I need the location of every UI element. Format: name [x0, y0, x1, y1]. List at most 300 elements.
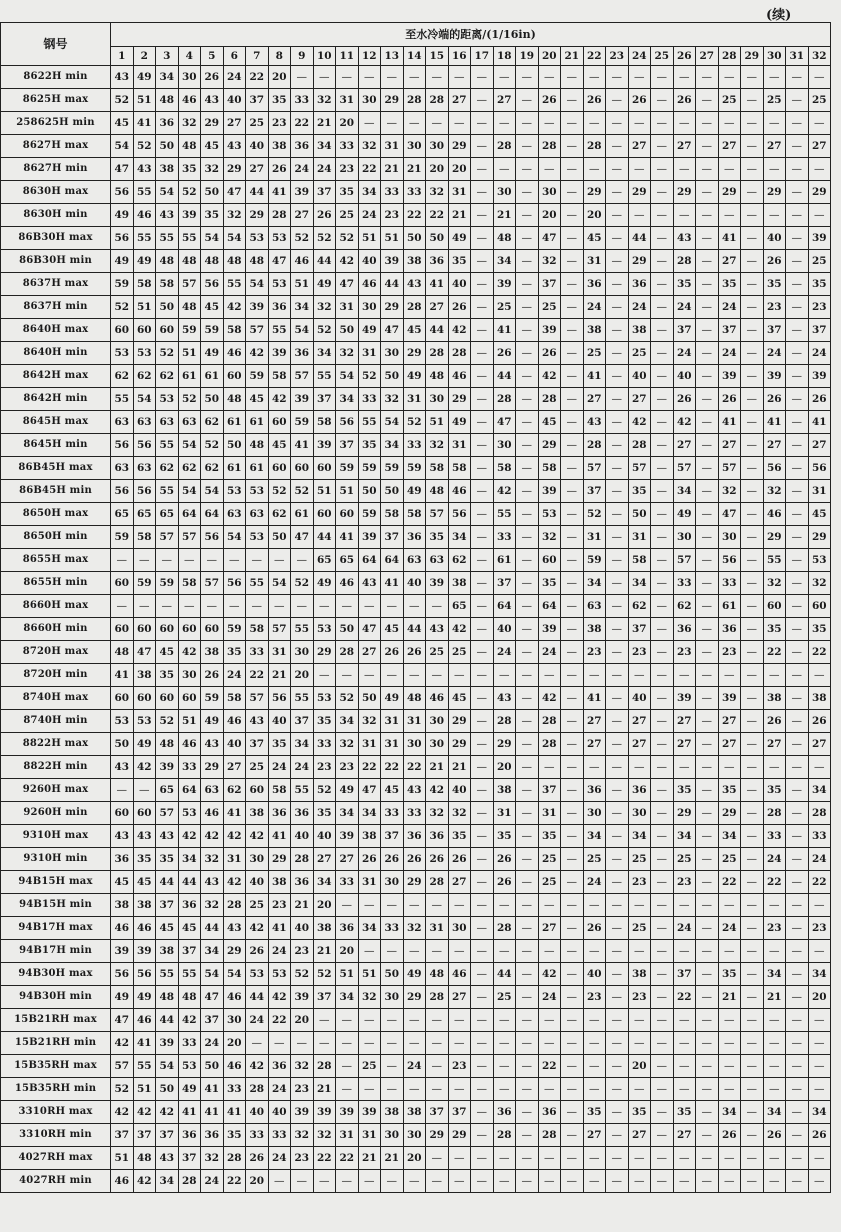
hardness-value-cell: 31: [336, 296, 359, 319]
hardness-value-cell: —: [313, 595, 336, 618]
hardness-value-cell: 61: [493, 549, 516, 572]
table-row: [1, 618, 831, 641]
hardness-value-cell: 33: [336, 871, 359, 894]
hardness-value-cell: —: [471, 940, 494, 963]
hardness-value-cell: —: [606, 1032, 629, 1055]
hardness-value-cell: —: [628, 66, 651, 89]
hardness-value-cell: 23: [808, 917, 831, 940]
hardness-value-cell: 20: [538, 204, 561, 227]
steel-grade-cell: 8645H min: [1, 434, 111, 457]
column-number: 30: [763, 46, 786, 65]
hardness-value-cell: 52: [111, 296, 134, 319]
hardness-value-cell: 30: [718, 526, 741, 549]
hardness-value-cell: 60: [246, 779, 269, 802]
hardness-value-cell: 46: [291, 250, 314, 273]
column-number: 23: [606, 46, 629, 65]
hardness-value-cell: 34: [336, 986, 359, 1009]
hardness-value-cell: —: [493, 1055, 516, 1078]
hardness-value-cell: 46: [448, 963, 471, 986]
hardness-value-cell: —: [561, 434, 584, 457]
hardness-value-cell: 62: [111, 365, 134, 388]
hardness-value-cell: 49: [111, 204, 134, 227]
hardness-value-cell: —: [336, 1009, 359, 1032]
hardness-value-cell: 49: [358, 319, 381, 342]
hardness-value-cell: 31: [538, 802, 561, 825]
hardness-value-cell: —: [583, 1032, 606, 1055]
hardness-value-cell: 54: [156, 181, 179, 204]
hardness-value-cell: —: [786, 572, 809, 595]
hardness-value-cell: 43: [111, 825, 134, 848]
hardness-value-cell: —: [786, 66, 809, 89]
hardness-value-cell: 30: [403, 135, 426, 158]
hardness-value-cell: 24: [718, 296, 741, 319]
hardness-value-cell: —: [381, 595, 404, 618]
hardness-value-cell: 36: [178, 894, 201, 917]
hardness-value-cell: 20: [628, 1055, 651, 1078]
hardness-value-cell: 36: [156, 112, 179, 135]
hardness-value-cell: 33: [403, 802, 426, 825]
hardness-value-cell: —: [786, 687, 809, 710]
hardness-value-cell: —: [403, 894, 426, 917]
hardness-value-cell: —: [516, 296, 539, 319]
hardness-value-cell: 35: [538, 825, 561, 848]
hardness-value-cell: 24: [763, 848, 786, 871]
hardness-value-cell: —: [471, 618, 494, 641]
hardness-value-cell: 45: [403, 319, 426, 342]
hardness-value-cell: 37: [313, 388, 336, 411]
hardness-value-cell: 32: [336, 733, 359, 756]
hardness-value-cell: —: [561, 365, 584, 388]
hardness-value-cell: 27: [628, 135, 651, 158]
hardness-value-cell: 30: [493, 434, 516, 457]
hardness-value-cell: 57: [673, 457, 696, 480]
column-number: 21: [561, 46, 584, 65]
hardness-value-cell: —: [471, 411, 494, 434]
hardness-value-cell: 22: [403, 204, 426, 227]
hardness-value-cell: —: [741, 641, 764, 664]
hardness-value-cell: —: [696, 1032, 719, 1055]
hardness-value-cell: 55: [156, 963, 179, 986]
hardness-value-cell: —: [561, 204, 584, 227]
hardness-value-cell: 42: [133, 1101, 156, 1124]
hardness-value-cell: 43: [111, 66, 134, 89]
hardness-value-cell: 28: [336, 641, 359, 664]
hardness-value-cell: —: [516, 89, 539, 112]
hardness-value-cell: 34: [448, 526, 471, 549]
column-number: 29: [741, 46, 764, 65]
hardness-value-cell: 38: [133, 664, 156, 687]
hardness-value-cell: —: [786, 1101, 809, 1124]
hardness-value-cell: 49: [448, 227, 471, 250]
hardness-value-cell: —: [696, 365, 719, 388]
hardness-value-cell: 39: [426, 572, 449, 595]
hardness-value-cell: 25: [808, 250, 831, 273]
hardness-value-cell: 64: [538, 595, 561, 618]
hardness-value-cell: 42: [268, 986, 291, 1009]
hardness-value-cell: 41: [426, 273, 449, 296]
hardness-value-cell: —: [606, 641, 629, 664]
hardness-value-cell: 42: [493, 480, 516, 503]
hardness-value-cell: 21: [448, 756, 471, 779]
hardness-value-cell: 47: [201, 986, 224, 1009]
hardness-value-cell: —: [606, 572, 629, 595]
steel-grade-cell: 94B15H min: [1, 894, 111, 917]
hardness-value-cell: 61: [246, 411, 269, 434]
hardness-value-cell: 33: [403, 181, 426, 204]
hardness-value-cell: 27: [358, 641, 381, 664]
hardness-value-cell: 36: [628, 273, 651, 296]
hardness-value-cell: 32: [358, 986, 381, 1009]
hardness-value-cell: 43: [156, 825, 179, 848]
hardness-value-cell: 28: [493, 917, 516, 940]
hardness-value-cell: 39: [358, 1101, 381, 1124]
hardness-value-cell: 23: [268, 112, 291, 135]
hardness-value-cell: 36: [403, 825, 426, 848]
hardness-value-cell: 40: [291, 917, 314, 940]
column-number: 7: [246, 46, 269, 65]
hardness-value-cell: 57: [156, 526, 179, 549]
hardness-value-cell: 58: [268, 779, 291, 802]
hardness-value-cell: 26: [493, 871, 516, 894]
column-number: 22: [583, 46, 606, 65]
hardness-value-cell: 45: [156, 917, 179, 940]
hardness-value-cell: —: [493, 66, 516, 89]
hardness-value-cell: 56: [133, 963, 156, 986]
hardness-value-cell: —: [741, 894, 764, 917]
hardness-value-cell: 25: [763, 89, 786, 112]
hardness-value-cell: 49: [133, 250, 156, 273]
hardness-value-cell: 28: [493, 388, 516, 411]
steel-grade-cell: 8645H max: [1, 411, 111, 434]
hardness-value-cell: —: [493, 1009, 516, 1032]
hardness-value-cell: —: [606, 871, 629, 894]
hardness-value-cell: 50: [201, 1055, 224, 1078]
hardness-value-cell: 53: [178, 802, 201, 825]
hardness-value-cell: 49: [201, 342, 224, 365]
hardness-value-cell: 40: [628, 365, 651, 388]
hardness-value-cell: 39: [133, 940, 156, 963]
hardness-value-cell: 30: [628, 802, 651, 825]
hardness-value-cell: —: [561, 411, 584, 434]
hardness-value-cell: 43: [426, 618, 449, 641]
hardness-value-cell: —: [493, 894, 516, 917]
hardness-value-cell: 27: [628, 388, 651, 411]
hardness-value-cell: 20: [493, 756, 516, 779]
hardness-value-cell: 64: [493, 595, 516, 618]
hardness-value-cell: 22: [808, 641, 831, 664]
hardness-value-cell: —: [651, 1170, 674, 1193]
hardness-value-cell: 38: [313, 917, 336, 940]
hardness-value-cell: —: [606, 618, 629, 641]
hardness-value-cell: —: [741, 411, 764, 434]
hardness-value-cell: 24: [673, 917, 696, 940]
hardness-value-cell: 32: [763, 572, 786, 595]
hardness-value-cell: 61: [201, 365, 224, 388]
hardness-value-cell: 55: [156, 227, 179, 250]
steel-grade-cell: 8655H min: [1, 572, 111, 595]
hardness-value-cell: —: [606, 733, 629, 756]
hardness-value-cell: 49: [178, 1078, 201, 1101]
hardness-value-cell: 38: [156, 158, 179, 181]
hardness-value-cell: 65: [156, 779, 179, 802]
hardness-value-cell: —: [651, 871, 674, 894]
hardness-value-cell: 55: [291, 618, 314, 641]
table-row: [1, 549, 831, 572]
hardness-value-cell: 27: [628, 1124, 651, 1147]
hardness-value-cell: —: [696, 641, 719, 664]
hardness-value-cell: —: [606, 112, 629, 135]
hardness-value-cell: 52: [111, 89, 134, 112]
hardness-value-cell: 28: [493, 135, 516, 158]
hardness-value-cell: —: [471, 595, 494, 618]
hardness-value-cell: —: [336, 1078, 359, 1101]
hardness-value-cell: —: [291, 549, 314, 572]
table-row: [1, 664, 831, 687]
hardness-value-cell: —: [741, 1078, 764, 1101]
hardness-value-cell: 47: [223, 181, 246, 204]
hardness-value-cell: —: [471, 687, 494, 710]
hardness-value-cell: 39: [763, 365, 786, 388]
hardness-value-cell: 23: [336, 756, 359, 779]
steel-grade-cell: 8640H min: [1, 342, 111, 365]
hardness-value-cell: —: [651, 687, 674, 710]
hardness-value-cell: 41: [268, 181, 291, 204]
hardness-value-cell: —: [763, 1055, 786, 1078]
hardness-value-cell: —: [426, 1009, 449, 1032]
hardness-value-cell: —: [808, 1170, 831, 1193]
table-row: [1, 825, 831, 848]
hardness-value-cell: 50: [381, 963, 404, 986]
hardness-value-cell: 32: [426, 181, 449, 204]
hardness-value-cell: 26: [583, 89, 606, 112]
hardness-value-cell: 25: [808, 89, 831, 112]
hardness-value-cell: 24: [583, 871, 606, 894]
hardness-value-cell: —: [741, 802, 764, 825]
hardness-value-cell: 38: [156, 940, 179, 963]
hardness-value-cell: 45: [583, 227, 606, 250]
hardness-value-cell: 34: [336, 802, 359, 825]
column-number: 28: [718, 46, 741, 65]
hardness-value-cell: 27: [673, 1124, 696, 1147]
hardness-value-cell: —: [471, 572, 494, 595]
hardness-value-cell: 26: [381, 848, 404, 871]
hardness-value-cell: 35: [223, 641, 246, 664]
hardness-value-cell: 51: [336, 480, 359, 503]
hardness-value-cell: 46: [223, 986, 246, 1009]
hardness-value-cell: 48: [156, 89, 179, 112]
hardness-value-cell: 34: [808, 963, 831, 986]
hardness-value-cell: —: [336, 664, 359, 687]
hardness-value-cell: 61: [223, 457, 246, 480]
hardness-value-cell: —: [471, 710, 494, 733]
hardness-value-cell: 53: [268, 963, 291, 986]
column-number: 31: [786, 46, 809, 65]
hardness-value-cell: 59: [111, 273, 134, 296]
hardness-value-cell: 56: [763, 457, 786, 480]
hardness-value-cell: —: [651, 917, 674, 940]
hardness-value-cell: 29: [718, 181, 741, 204]
hardness-value-cell: 31: [493, 802, 516, 825]
hardness-value-cell: —: [696, 89, 719, 112]
hardness-value-cell: —: [651, 963, 674, 986]
steel-grade-cell: 8655H max: [1, 549, 111, 572]
hardness-value-cell: 24: [403, 1055, 426, 1078]
hardness-value-cell: 42: [223, 296, 246, 319]
hardness-value-cell: 25: [336, 204, 359, 227]
hardness-value-cell: 31: [628, 526, 651, 549]
hardness-value-cell: —: [651, 1147, 674, 1170]
hardness-value-cell: 43: [403, 779, 426, 802]
hardness-value-cell: 31: [808, 480, 831, 503]
hardness-value-cell: 21: [448, 204, 471, 227]
hardness-value-cell: —: [583, 158, 606, 181]
hardness-value-cell: 23: [628, 986, 651, 1009]
hardness-value-cell: 28: [291, 848, 314, 871]
table-row: [1, 296, 831, 319]
hardness-value-cell: —: [808, 1147, 831, 1170]
hardness-value-cell: 38: [448, 572, 471, 595]
hardness-value-cell: 55: [358, 411, 381, 434]
hardness-value-cell: —: [516, 595, 539, 618]
hardness-value-cell: 23: [291, 940, 314, 963]
hardness-value-cell: 35: [358, 434, 381, 457]
hardness-value-cell: 32: [538, 526, 561, 549]
hardness-value-cell: 35: [808, 273, 831, 296]
hardness-value-cell: —: [516, 1009, 539, 1032]
hardness-value-cell: —: [786, 388, 809, 411]
hardness-value-cell: 54: [201, 227, 224, 250]
hardness-value-cell: 30: [358, 89, 381, 112]
hardness-value-cell: —: [786, 204, 809, 227]
hardness-value-cell: —: [696, 618, 719, 641]
hardness-value-cell: —: [741, 733, 764, 756]
hardness-value-cell: 57: [268, 618, 291, 641]
hardness-value-cell: 51: [133, 1078, 156, 1101]
hardness-value-cell: 23: [628, 871, 651, 894]
hardness-value-cell: 31: [381, 710, 404, 733]
hardness-value-cell: 29: [718, 802, 741, 825]
hardness-value-cell: —: [381, 940, 404, 963]
hardness-value-cell: —: [786, 595, 809, 618]
hardness-value-cell: —: [516, 1124, 539, 1147]
hardness-value-cell: 24: [223, 664, 246, 687]
hardness-value-cell: 27: [718, 250, 741, 273]
hardness-value-cell: 59: [583, 549, 606, 572]
hardness-value-cell: —: [696, 388, 719, 411]
hardness-value-cell: 43: [133, 825, 156, 848]
hardness-value-cell: 53: [268, 273, 291, 296]
hardness-value-cell: —: [763, 1147, 786, 1170]
hardness-value-cell: 29: [381, 296, 404, 319]
hardness-value-cell: —: [606, 940, 629, 963]
hardness-value-cell: 21: [718, 986, 741, 1009]
hardness-value-cell: 45: [381, 618, 404, 641]
hardness-value-cell: 21: [313, 940, 336, 963]
hardness-value-cell: 27: [493, 89, 516, 112]
hardness-value-cell: 30: [673, 526, 696, 549]
hardness-value-cell: 25: [246, 756, 269, 779]
hardness-value-cell: 20: [268, 66, 291, 89]
hardness-value-cell: 37: [178, 1147, 201, 1170]
hardness-value-cell: 35: [268, 89, 291, 112]
hardness-value-cell: —: [651, 848, 674, 871]
table-row: [1, 181, 831, 204]
hardness-value-cell: 24: [538, 641, 561, 664]
hardness-value-cell: 60: [313, 503, 336, 526]
hardness-value-cell: 63: [201, 779, 224, 802]
hardness-value-cell: 41: [223, 802, 246, 825]
hardness-value-cell: 37: [718, 319, 741, 342]
table-row: [1, 1078, 831, 1101]
hardness-value-cell: —: [426, 1078, 449, 1101]
hardness-value-cell: —: [696, 664, 719, 687]
hardness-value-cell: 23: [628, 641, 651, 664]
hardness-value-cell: 42: [111, 1032, 134, 1055]
hardness-value-cell: —: [516, 66, 539, 89]
hardness-value-cell: 32: [403, 917, 426, 940]
hardness-value-cell: —: [651, 250, 674, 273]
hardness-value-cell: 29: [673, 802, 696, 825]
hardness-value-cell: 22: [246, 664, 269, 687]
hardness-value-cell: 37: [178, 940, 201, 963]
table-row: [1, 894, 831, 917]
hardness-value-cell: 38: [201, 641, 224, 664]
hardness-value-cell: 26: [808, 388, 831, 411]
hardness-value-cell: 22: [718, 871, 741, 894]
table-body: [1, 66, 831, 1193]
hardness-value-cell: 41: [201, 1101, 224, 1124]
hardness-value-cell: —: [741, 687, 764, 710]
table-row: [1, 572, 831, 595]
steel-grade-cell: 15B21RH min: [1, 1032, 111, 1055]
table-row: [1, 1055, 831, 1078]
hardness-value-cell: 61: [178, 365, 201, 388]
hardness-value-cell: 55: [178, 227, 201, 250]
hardness-value-cell: 30: [538, 181, 561, 204]
hardness-value-cell: 33: [178, 1032, 201, 1055]
hardness-value-cell: —: [696, 135, 719, 158]
hardness-value-cell: —: [606, 779, 629, 802]
hardness-value-cell: 33: [291, 89, 314, 112]
hardness-value-cell: —: [786, 733, 809, 756]
hardness-value-cell: 54: [111, 135, 134, 158]
hardness-value-cell: —: [651, 204, 674, 227]
hardness-value-cell: 31: [426, 917, 449, 940]
hardness-value-cell: 48: [156, 986, 179, 1009]
hardness-value-cell: 30: [246, 848, 269, 871]
hardness-value-cell: 52: [156, 342, 179, 365]
hardness-value-cell: —: [673, 894, 696, 917]
hardness-value-cell: —: [516, 1078, 539, 1101]
column-number: 16: [448, 46, 471, 65]
hardness-value-cell: —: [561, 802, 584, 825]
steel-grade-cell: 258625H min: [1, 112, 111, 135]
hardness-value-cell: —: [336, 1170, 359, 1193]
hardness-value-cell: 34: [358, 181, 381, 204]
hardness-value-cell: 38: [381, 1101, 404, 1124]
hardness-value-cell: 59: [111, 526, 134, 549]
hardness-value-cell: 57: [111, 1055, 134, 1078]
hardness-value-cell: 56: [111, 227, 134, 250]
hardness-value-cell: —: [426, 595, 449, 618]
steel-grade-cell: 8650H min: [1, 526, 111, 549]
hardness-value-cell: 53: [246, 480, 269, 503]
hardness-value-cell: 25: [538, 848, 561, 871]
hardness-value-cell: 56: [111, 434, 134, 457]
hardness-value-cell: 47: [358, 779, 381, 802]
hardness-value-cell: 43: [403, 273, 426, 296]
hardness-value-cell: 29: [808, 181, 831, 204]
